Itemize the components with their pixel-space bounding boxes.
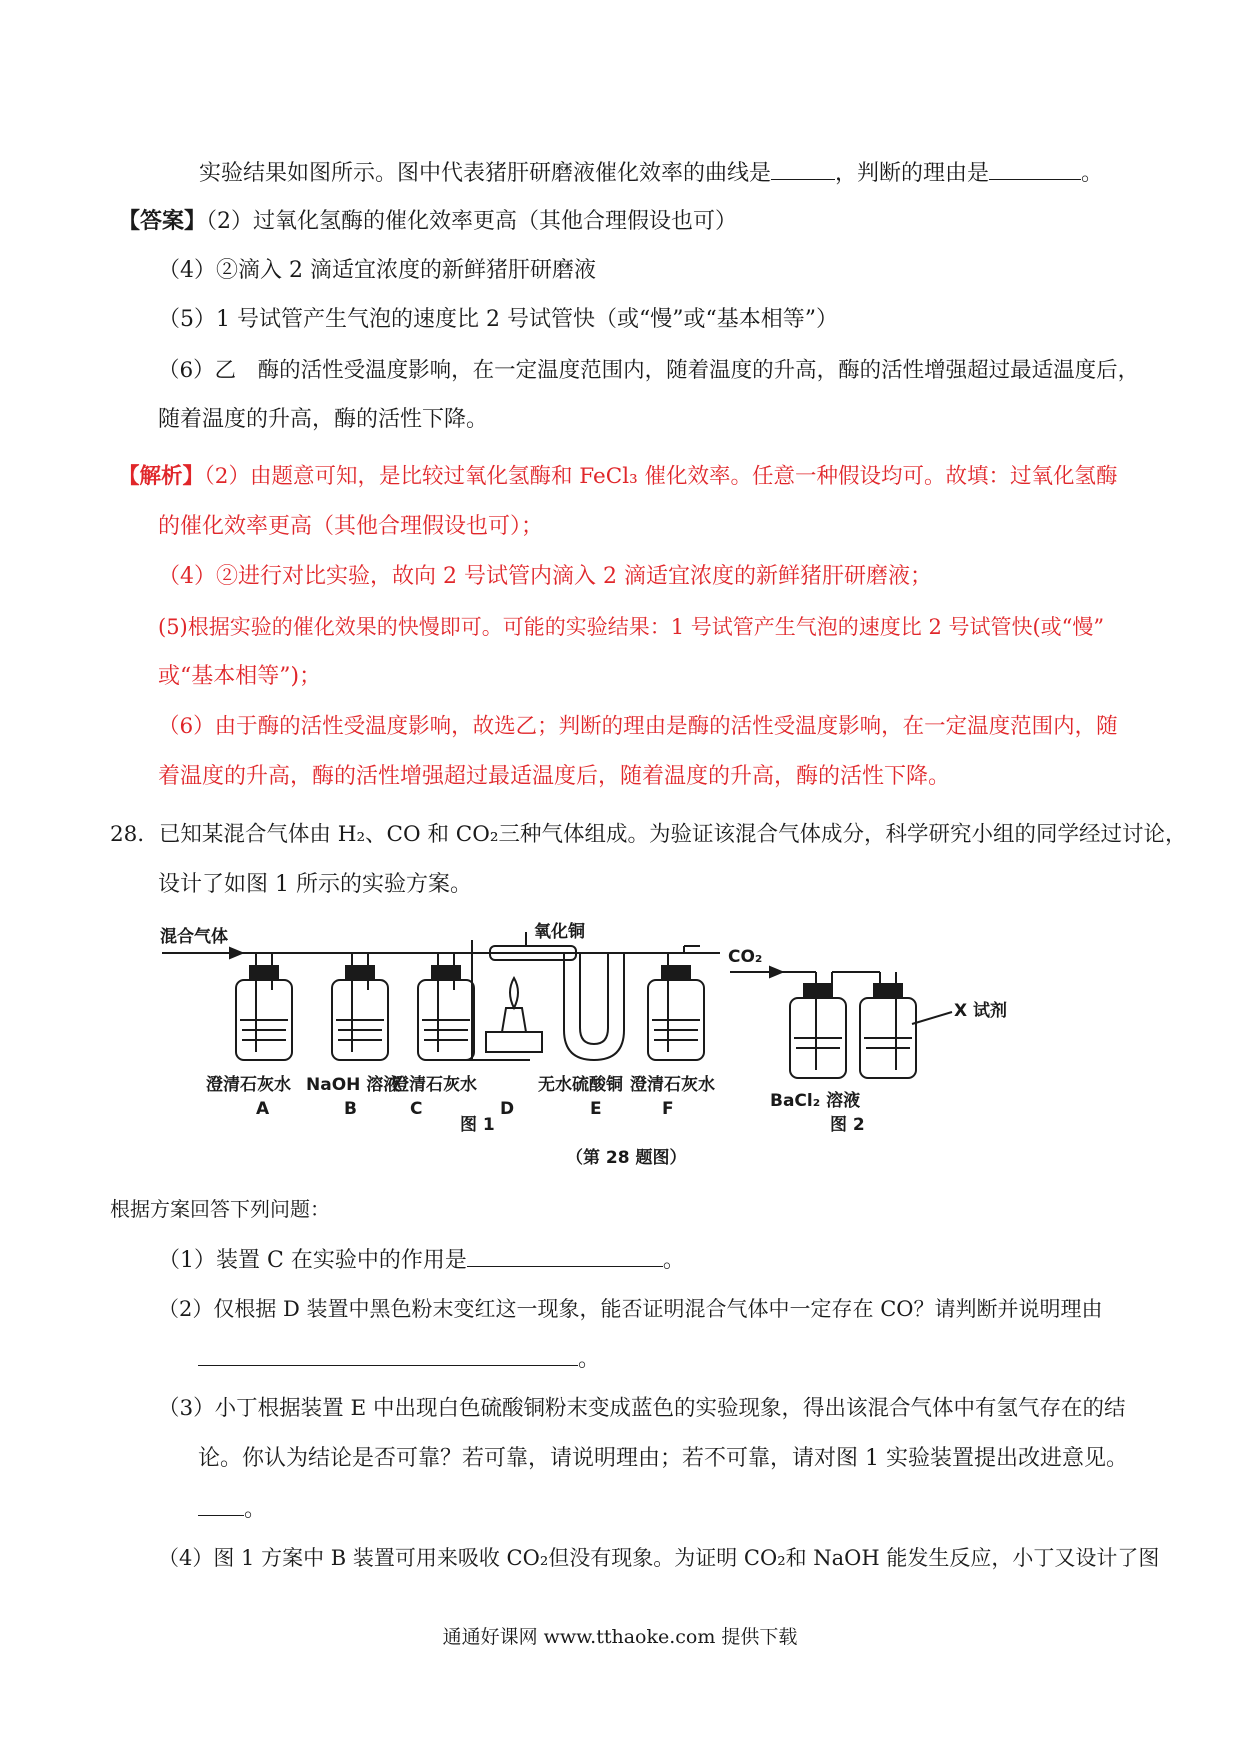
q27-text-b: ，判断的理由是: [835, 161, 990, 186]
analysis-line-4: （4）②进行对比实验，故向 2 号试管内滴入 2 滴适宜浓度的新鲜猪肝研磨液；: [158, 564, 932, 589]
q28-part1-text: （1）装置 C 在实验中的作用是: [158, 1248, 467, 1273]
x-pointer: [912, 1012, 952, 1024]
q28-lead: 根据方案回答下列问题：: [110, 1197, 330, 1221]
bottle-a-stopper: [250, 966, 278, 980]
answer-line-4: （4）②滴入 2 滴适宜浓度的新鲜猪肝研磨液: [158, 258, 596, 283]
q28-part2-end: 。: [578, 1347, 601, 1372]
letter-c: C: [410, 1099, 423, 1119]
analysis-line-2b: 的催化效率更高（其他合理假设也可）；: [158, 514, 544, 539]
q27-text-a: 实验结果如图所示。图中代表猪肝研磨液催化效率的曲线是: [199, 161, 772, 186]
answer-blank-part3[interactable]: [198, 1493, 244, 1516]
analysis-line-5a: (5)根据实验的催化效果的快慢即可。可能的实验结果：1 号试管产生气泡的速度比 2 号试管快(或“慢”: [158, 615, 1105, 639]
answer-line-6a: （6）乙 酶的活性受温度影响，在一定温度范围内，随着温度的升高，酶的活性增强超过最适温度后，: [158, 358, 1140, 383]
page-footer: 通通好课网 www.tthaoke.com 提供下载: [442, 1626, 798, 1648]
q28-part2-answer: [198, 1343, 600, 1375]
analysis-tag: 【解析】: [118, 464, 205, 489]
q28-part2: （2）仅根据 D 装置中黑色粉末变红这一现象，能否证明混合气体中一定存在 CO？请判断并说明理由: [158, 1297, 1103, 1321]
answer-blank-reason[interactable]: [989, 157, 1081, 180]
letter-f: F: [662, 1099, 674, 1119]
analysis-text-2a: （2）由题意可知，是比较过氧化氢酶和 FeCl₃ 催化效率。任意一种假设均可。故填：过氧化氢酶: [204, 464, 1118, 489]
fig1-label: 图 1: [460, 1115, 495, 1135]
answer-blank-part1[interactable]: [467, 1244, 663, 1267]
q28-part3a: （3）小丁根据装置 E 中出现白色硫酸铜粉末变成蓝色的实验现象，得出该混合气体中有氢气存在的结: [158, 1396, 1126, 1421]
bottle-c-stopper: [432, 966, 460, 980]
q28-part3-answer: [198, 1493, 266, 1525]
analysis-line-2a: [118, 462, 1118, 492]
letter-a: A: [256, 1099, 270, 1119]
q28-part1-end: 。: [662, 1248, 685, 1273]
answer-tag: 【答案】: [118, 208, 207, 234]
letter-e: E: [590, 1099, 602, 1119]
letter-b: B: [344, 1099, 357, 1119]
q28-apparatus-figure: [160, 920, 1090, 1140]
answer-blank-part2[interactable]: [198, 1343, 578, 1366]
label-bottle-e: 无水硫酸铜: [538, 1075, 623, 1095]
label-bottle-a: 澄清石灰水: [206, 1075, 291, 1095]
q27-text-end: 。: [1081, 161, 1104, 186]
answer-line-5: （5）1 号试管产生气泡的速度比 2 号试管快（或“慢”或“基本相等”）: [158, 307, 838, 332]
analysis-line-6b: 着温度的升高，酶的活性增强超过最适温度后，随着温度的升高，酶的活性下降。: [158, 764, 951, 789]
answer-line-2: [118, 206, 737, 237]
letter-d: D: [500, 1099, 515, 1119]
analysis-line-6a: （6）由于酶的活性受温度影响，故选乙；判断的理由是酶的活性受温度影响，在一定温度范围内，随: [158, 714, 1118, 739]
q28-part3b: 论。你认为结论是否可靠？若可靠，请说明理由；若不可靠，请对图 1 实验装置提出改进意见。: [198, 1446, 1128, 1471]
oxide-label: 氧化铜: [534, 922, 585, 942]
gas-arrow-head: [230, 948, 242, 958]
gas-label: 混合气体: [160, 927, 228, 947]
q28-stem-a: 28．已知某混合气体由 H₂、CO 和 CO₂三种气体组成。为验证该混合气体成分，科学研究小组的同学经过讨论，: [110, 822, 1187, 847]
q28-part1: [158, 1244, 685, 1276]
label-bottle-b: NaOH 溶液: [306, 1075, 401, 1095]
co2-label: CO₂: [728, 947, 763, 967]
answer-line-6b: 随着温度的升高，酶的活性下降。: [158, 407, 489, 432]
q27-result-line: [199, 157, 1103, 189]
fig2-label: 图 2: [830, 1115, 865, 1135]
alcohol-lamp: [502, 1008, 526, 1032]
figure-caption: （第 28 题图）: [566, 1148, 687, 1168]
lamp-flame: [510, 978, 518, 1008]
q28-part3-end: 。: [244, 1497, 267, 1522]
bottle-b-stopper: [346, 966, 374, 980]
lamp-block: [486, 1032, 542, 1052]
label-bottle-f: 澄清石灰水: [630, 1075, 715, 1095]
label-bottle-c: 澄清石灰水: [392, 1075, 477, 1095]
q28-stem-b: 设计了如图 1 所示的实验方案。: [158, 872, 472, 897]
bottle-f-stopper: [662, 966, 690, 980]
answer-blank-curve[interactable]: [771, 157, 835, 180]
q28-part4: （4）图 1 方案中 B 装置可用来吸收 CO₂但没有现象。为证明 CO₂和 NaOH 能发生反应，小丁又设计了图: [158, 1546, 1160, 1570]
answer-text-2: （2）过氧化氢酶的催化效率更高（其他合理假设也可）: [206, 209, 738, 234]
bacl2-label: BaCl₂ 溶液: [770, 1091, 861, 1111]
x-reagent-label: X 试剂: [954, 1001, 1008, 1021]
analysis-line-5b: 或“基本相等”)；: [158, 664, 322, 689]
